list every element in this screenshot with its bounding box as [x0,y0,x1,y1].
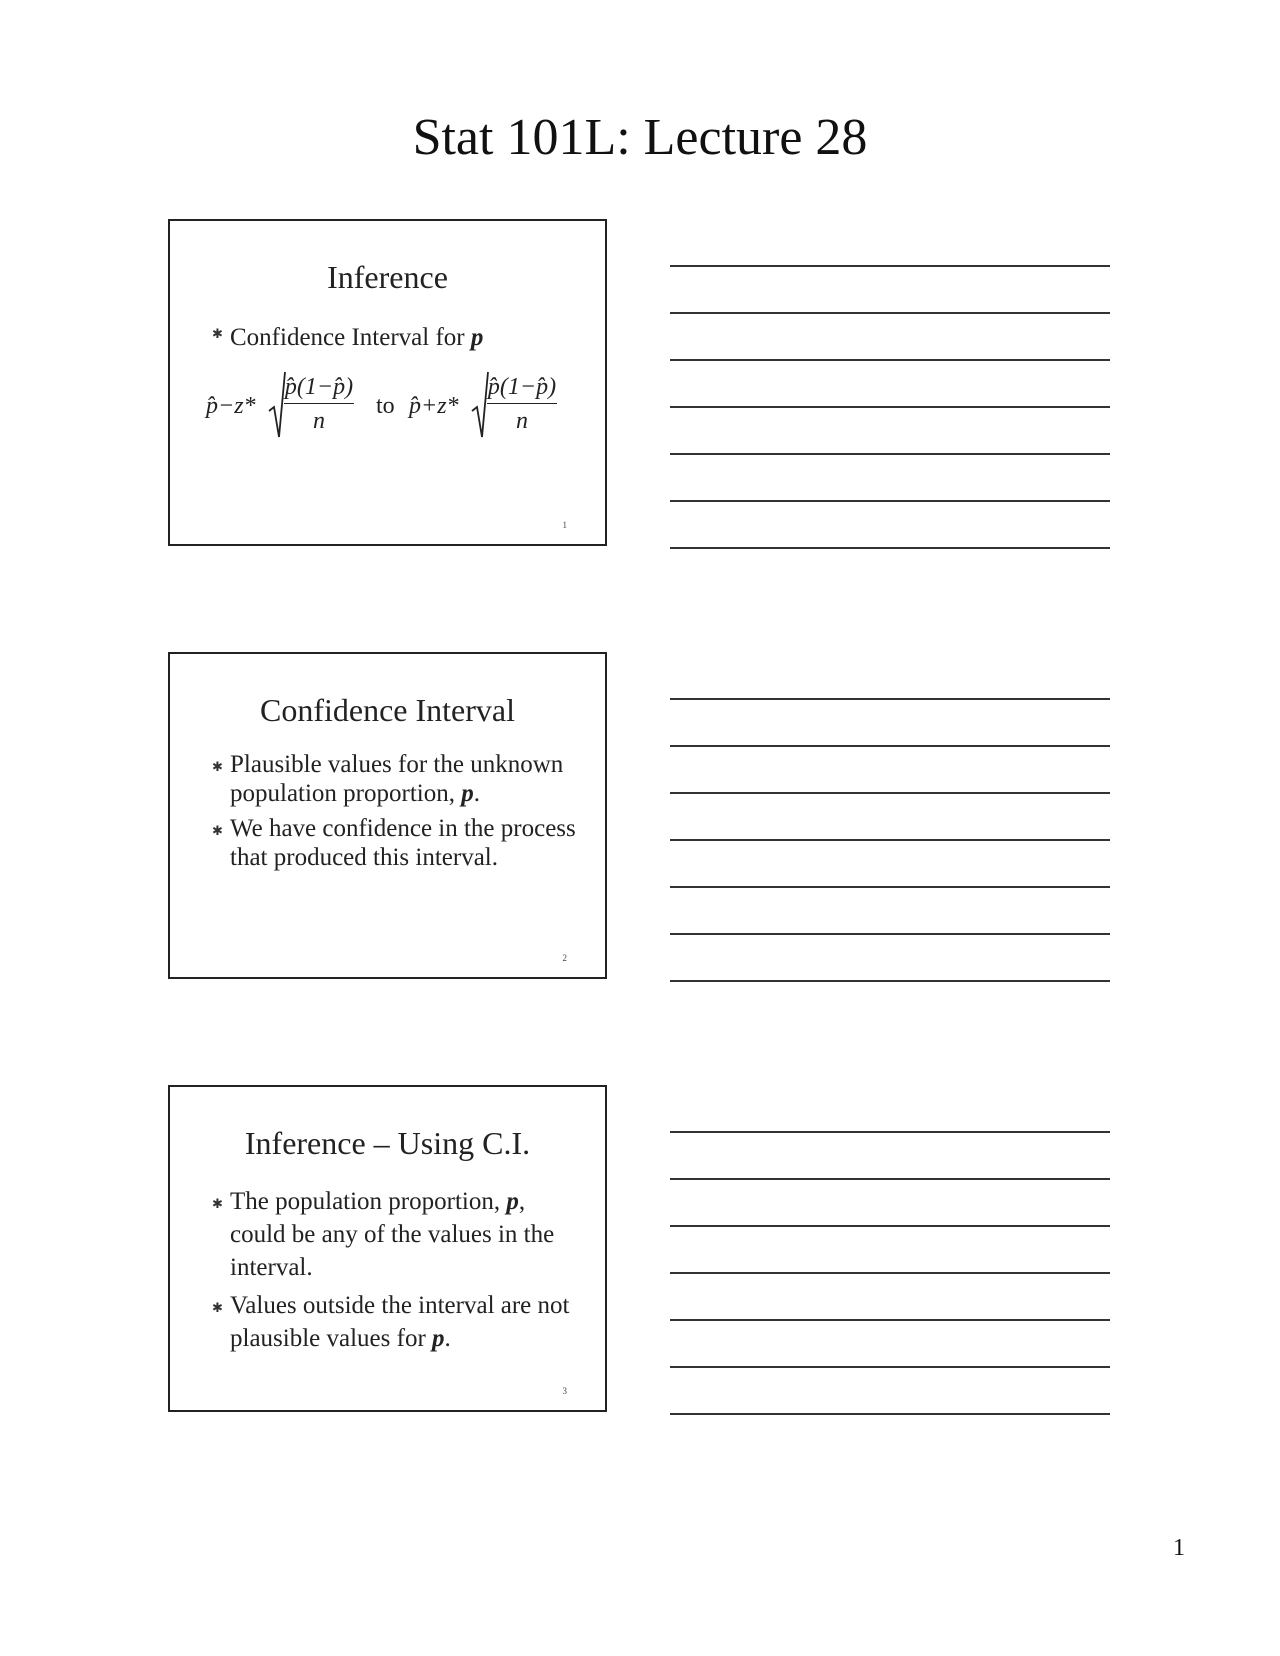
asterisk-bullet-icon: ✱ [212,1300,223,1315]
note-line [670,933,1110,935]
bullet-item [212,814,582,872]
page-title: Stat 101L: Lecture 28 [412,109,868,166]
asterisk-bullet-icon: ✱ [212,326,223,341]
bullet-text: The population proportion, [230,1188,507,1215]
slide-1 [168,219,607,546]
note-line [670,265,1110,267]
fraction-denominator: n [516,408,528,434]
note-line [670,1413,1110,1415]
bullet-list [212,750,582,872]
note-line [670,1272,1110,1274]
note-line [670,1225,1110,1227]
bullet-text: Confidence Interval for [230,324,471,351]
variable-p: p [470,324,484,351]
fraction-denominator: n [313,408,325,434]
note-line [670,453,1110,455]
note-line [670,1319,1110,1321]
slide-2 [168,652,607,979]
bullet-text: Values outside the interval are not plausible values for [230,1292,570,1352]
note-line [670,547,1110,549]
note-line [670,359,1110,361]
confidence-interval-formula [206,371,586,451]
slide-title: Confidence Interval [260,692,515,728]
note-line [670,1178,1110,1180]
asterisk-bullet-icon: ✱ [212,823,223,838]
asterisk-bullet-icon: ✱ [212,759,223,774]
note-line [670,792,1110,794]
bullet-item [212,750,582,808]
slide-title: Inference – Using C.I. [244,1125,531,1161]
bullet-list [212,324,582,352]
formula-lower-term: p̂−z* [206,393,256,419]
note-line [670,406,1110,408]
bullet-item [212,324,582,352]
note-line [670,1131,1110,1133]
bullet-text: We have confidence in the process that produced this interval. [230,815,576,871]
formula-upper-term: p̂+z* [409,393,459,419]
note-line [670,500,1110,502]
slide-number: 3 [562,1386,567,1396]
page-number: 1 [1173,1535,1185,1561]
formula-lower-fraction [284,371,354,438]
asterisk-bullet-icon: ✱ [212,1196,223,1211]
bullet-text-end: . [473,780,480,807]
fraction-numerator: p̂(1−p̂) [487,371,557,404]
formula-upper-fraction [487,371,557,438]
note-line [670,698,1110,700]
slide-number: 1 [562,520,567,530]
note-line [670,1366,1110,1368]
note-line [670,839,1110,841]
bullet-list [212,1185,582,1355]
bullet-text-end: . [444,1325,451,1352]
bullet-text: Plausible values for the unknown population proportion, [230,751,564,807]
note-line [670,312,1110,314]
bullet-text-end: , could be any of the values in the interval. [230,1188,555,1281]
slide-3 [168,1085,607,1412]
fraction-numerator: p̂(1−p̂) [284,371,354,404]
note-line [670,980,1110,982]
variable-p: p [506,1188,519,1215]
note-line [670,745,1110,747]
formula-connector: to [376,393,395,419]
slide-title: Inference [327,259,448,295]
note-line [670,886,1110,888]
variable-p: p [432,1325,445,1352]
slide-number: 2 [562,953,567,963]
bullet-item [212,1289,582,1355]
variable-p: p [461,780,474,807]
bullet-item [212,1185,582,1284]
